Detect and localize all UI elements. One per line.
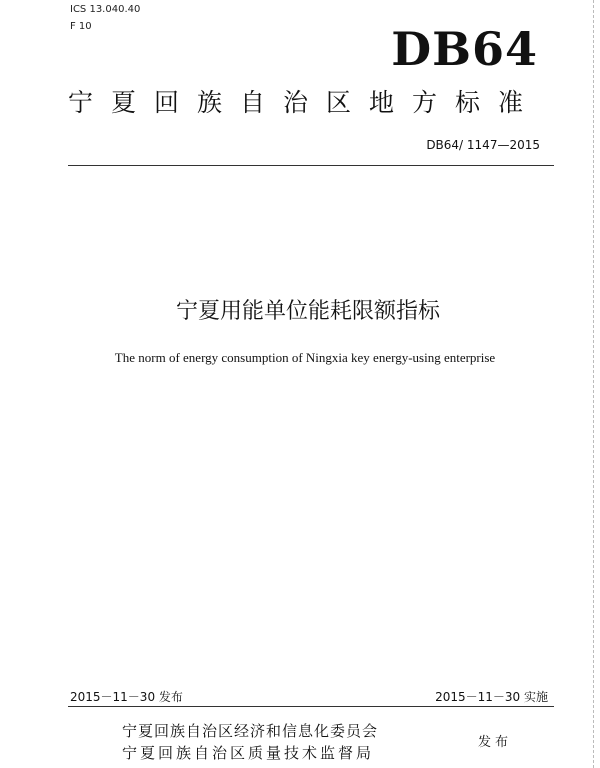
bottom-divider bbox=[68, 706, 554, 707]
issuer-economic-committee: 宁夏回族自治区经济和信息化委员会 bbox=[122, 722, 379, 740]
document-title-en: The norm of energy consumption of Ningxia key energy-using enterprise bbox=[114, 350, 496, 365]
publish-label: 发布 bbox=[478, 735, 513, 750]
db64-logo: DB64 bbox=[391, 22, 538, 76]
top-divider bbox=[68, 165, 554, 166]
standard-number: DB64/ 1147—2015 bbox=[426, 138, 540, 152]
ics-code: ICS 13.040.40 bbox=[70, 4, 141, 15]
issue-date: 2015－11－30 发布 bbox=[70, 690, 183, 704]
ccs-code: F 10 bbox=[70, 21, 92, 32]
standard-type-title: 宁夏回族自治区地方标准 bbox=[68, 88, 542, 117]
scan-edge-line bbox=[592, 0, 594, 768]
implementation-date: 2015－11－30 实施 bbox=[435, 690, 548, 704]
document-title-zh: 宁夏用能单位能耗限额指标 bbox=[175, 299, 440, 324]
issuer-quality-bureau: 宁夏回族自治区质量技术监督局 bbox=[122, 744, 375, 762]
